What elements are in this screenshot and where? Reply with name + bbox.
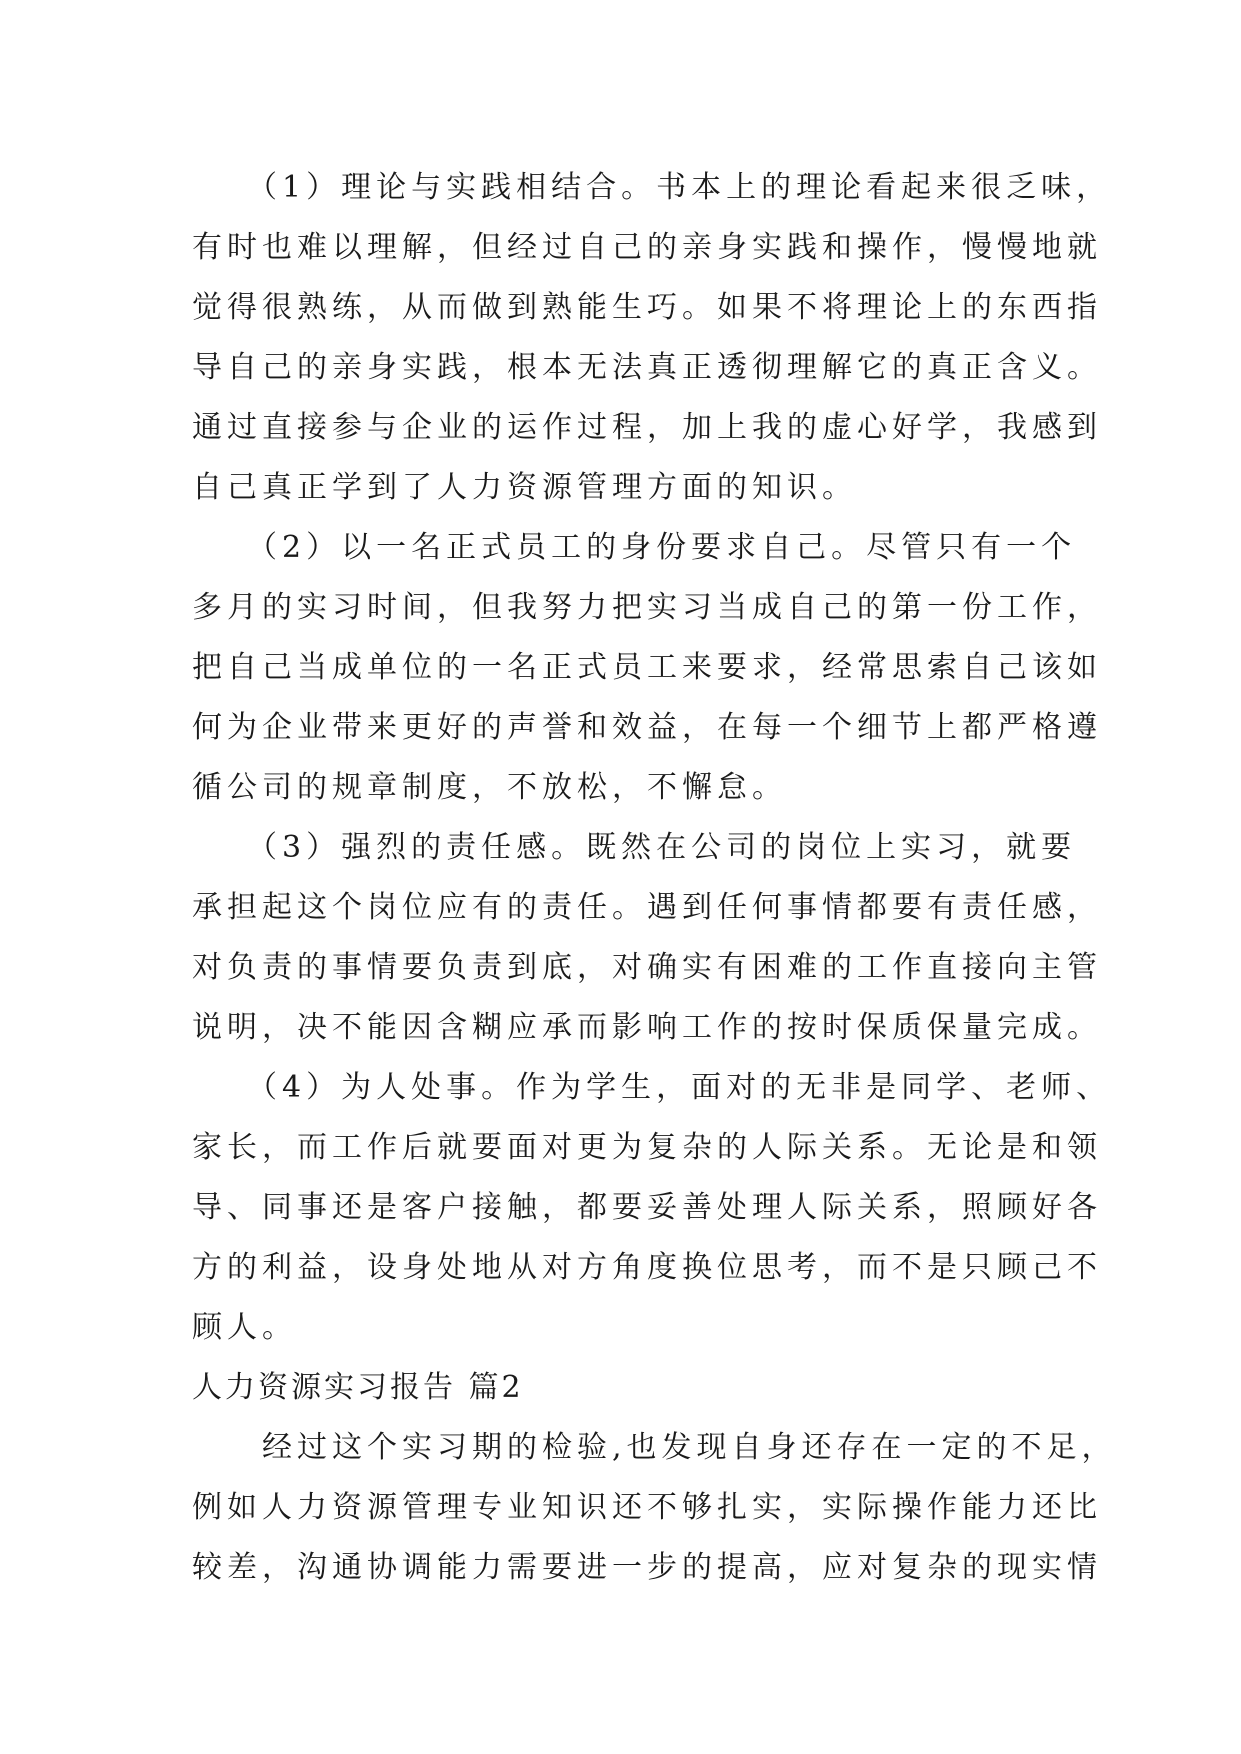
document-body <box>192 158 1117 1598</box>
text-line: （4）为人处事。作为学生，面对的无非是同学、老师、 <box>192 1070 1112 1105</box>
text-line: 多月的实习时间，但我努力把实习当成自己的第一份工作， <box>192 590 1102 625</box>
text-line: 导、同事还是客户接触，都要妥善处理人际关系，照顾好各 <box>192 1190 1102 1225</box>
text-line: 例如人力资源管理专业知识还不够扎实，实际操作能力还比 <box>192 1490 1102 1525</box>
text-line: （2）以一名正式员工的身份要求自己。尽管只有一个 <box>192 530 1077 565</box>
text-line: 说明，决不能因含糊应承而影响工作的按时保质保量完成。 <box>192 1010 1102 1045</box>
text-line: 顾人。 <box>192 1310 297 1345</box>
text-line: 方的利益，设身处地从对方角度换位思考，而不是只顾己不 <box>192 1250 1102 1285</box>
text-line: 何为企业带来更好的声誉和效益，在每一个细节上都严格遵 <box>192 710 1102 745</box>
text-line: （1）理论与实践相结合。书本上的理论看起来很乏味， <box>192 170 1112 205</box>
section-heading: 人力资源实习报告 篇2 <box>192 1370 524 1405</box>
text-line: 有时也难以理解，但经过自己的亲身实践和操作，慢慢地就 <box>192 230 1102 265</box>
text-line: 家长，而工作后就要面对更为复杂的人际关系。无论是和领 <box>192 1130 1102 1165</box>
text-line: 经过这个实习期的检验,也发现自身还存在一定的不足， <box>192 1430 1117 1465</box>
text-line: 循公司的规章制度，不放松，不懈怠。 <box>192 770 787 805</box>
text-line: 较差，沟通协调能力需要进一步的提高，应对复杂的现实情 <box>192 1550 1102 1585</box>
text-line: （3）强烈的责任感。既然在公司的岗位上实习，就要 <box>192 830 1077 865</box>
text-line: 通过直接参与企业的运作过程，加上我的虚心好学，我感到 <box>192 410 1102 445</box>
text-line: 自己真正学到了人力资源管理方面的知识。 <box>192 470 857 505</box>
text-line: 把自己当成单位的一名正式员工来要求，经常思索自己该如 <box>192 650 1102 685</box>
text-line: 承担起这个岗位应有的责任。遇到任何事情都要有责任感， <box>192 890 1102 925</box>
text-line: 对负责的事情要负责到底，对确实有困难的工作直接向主管 <box>192 950 1102 985</box>
text-line: 觉得很熟练，从而做到熟能生巧。如果不将理论上的东西指 <box>192 290 1102 325</box>
text-line: 导自己的亲身实践，根本无法真正透彻理解它的真正含义。 <box>192 350 1102 385</box>
